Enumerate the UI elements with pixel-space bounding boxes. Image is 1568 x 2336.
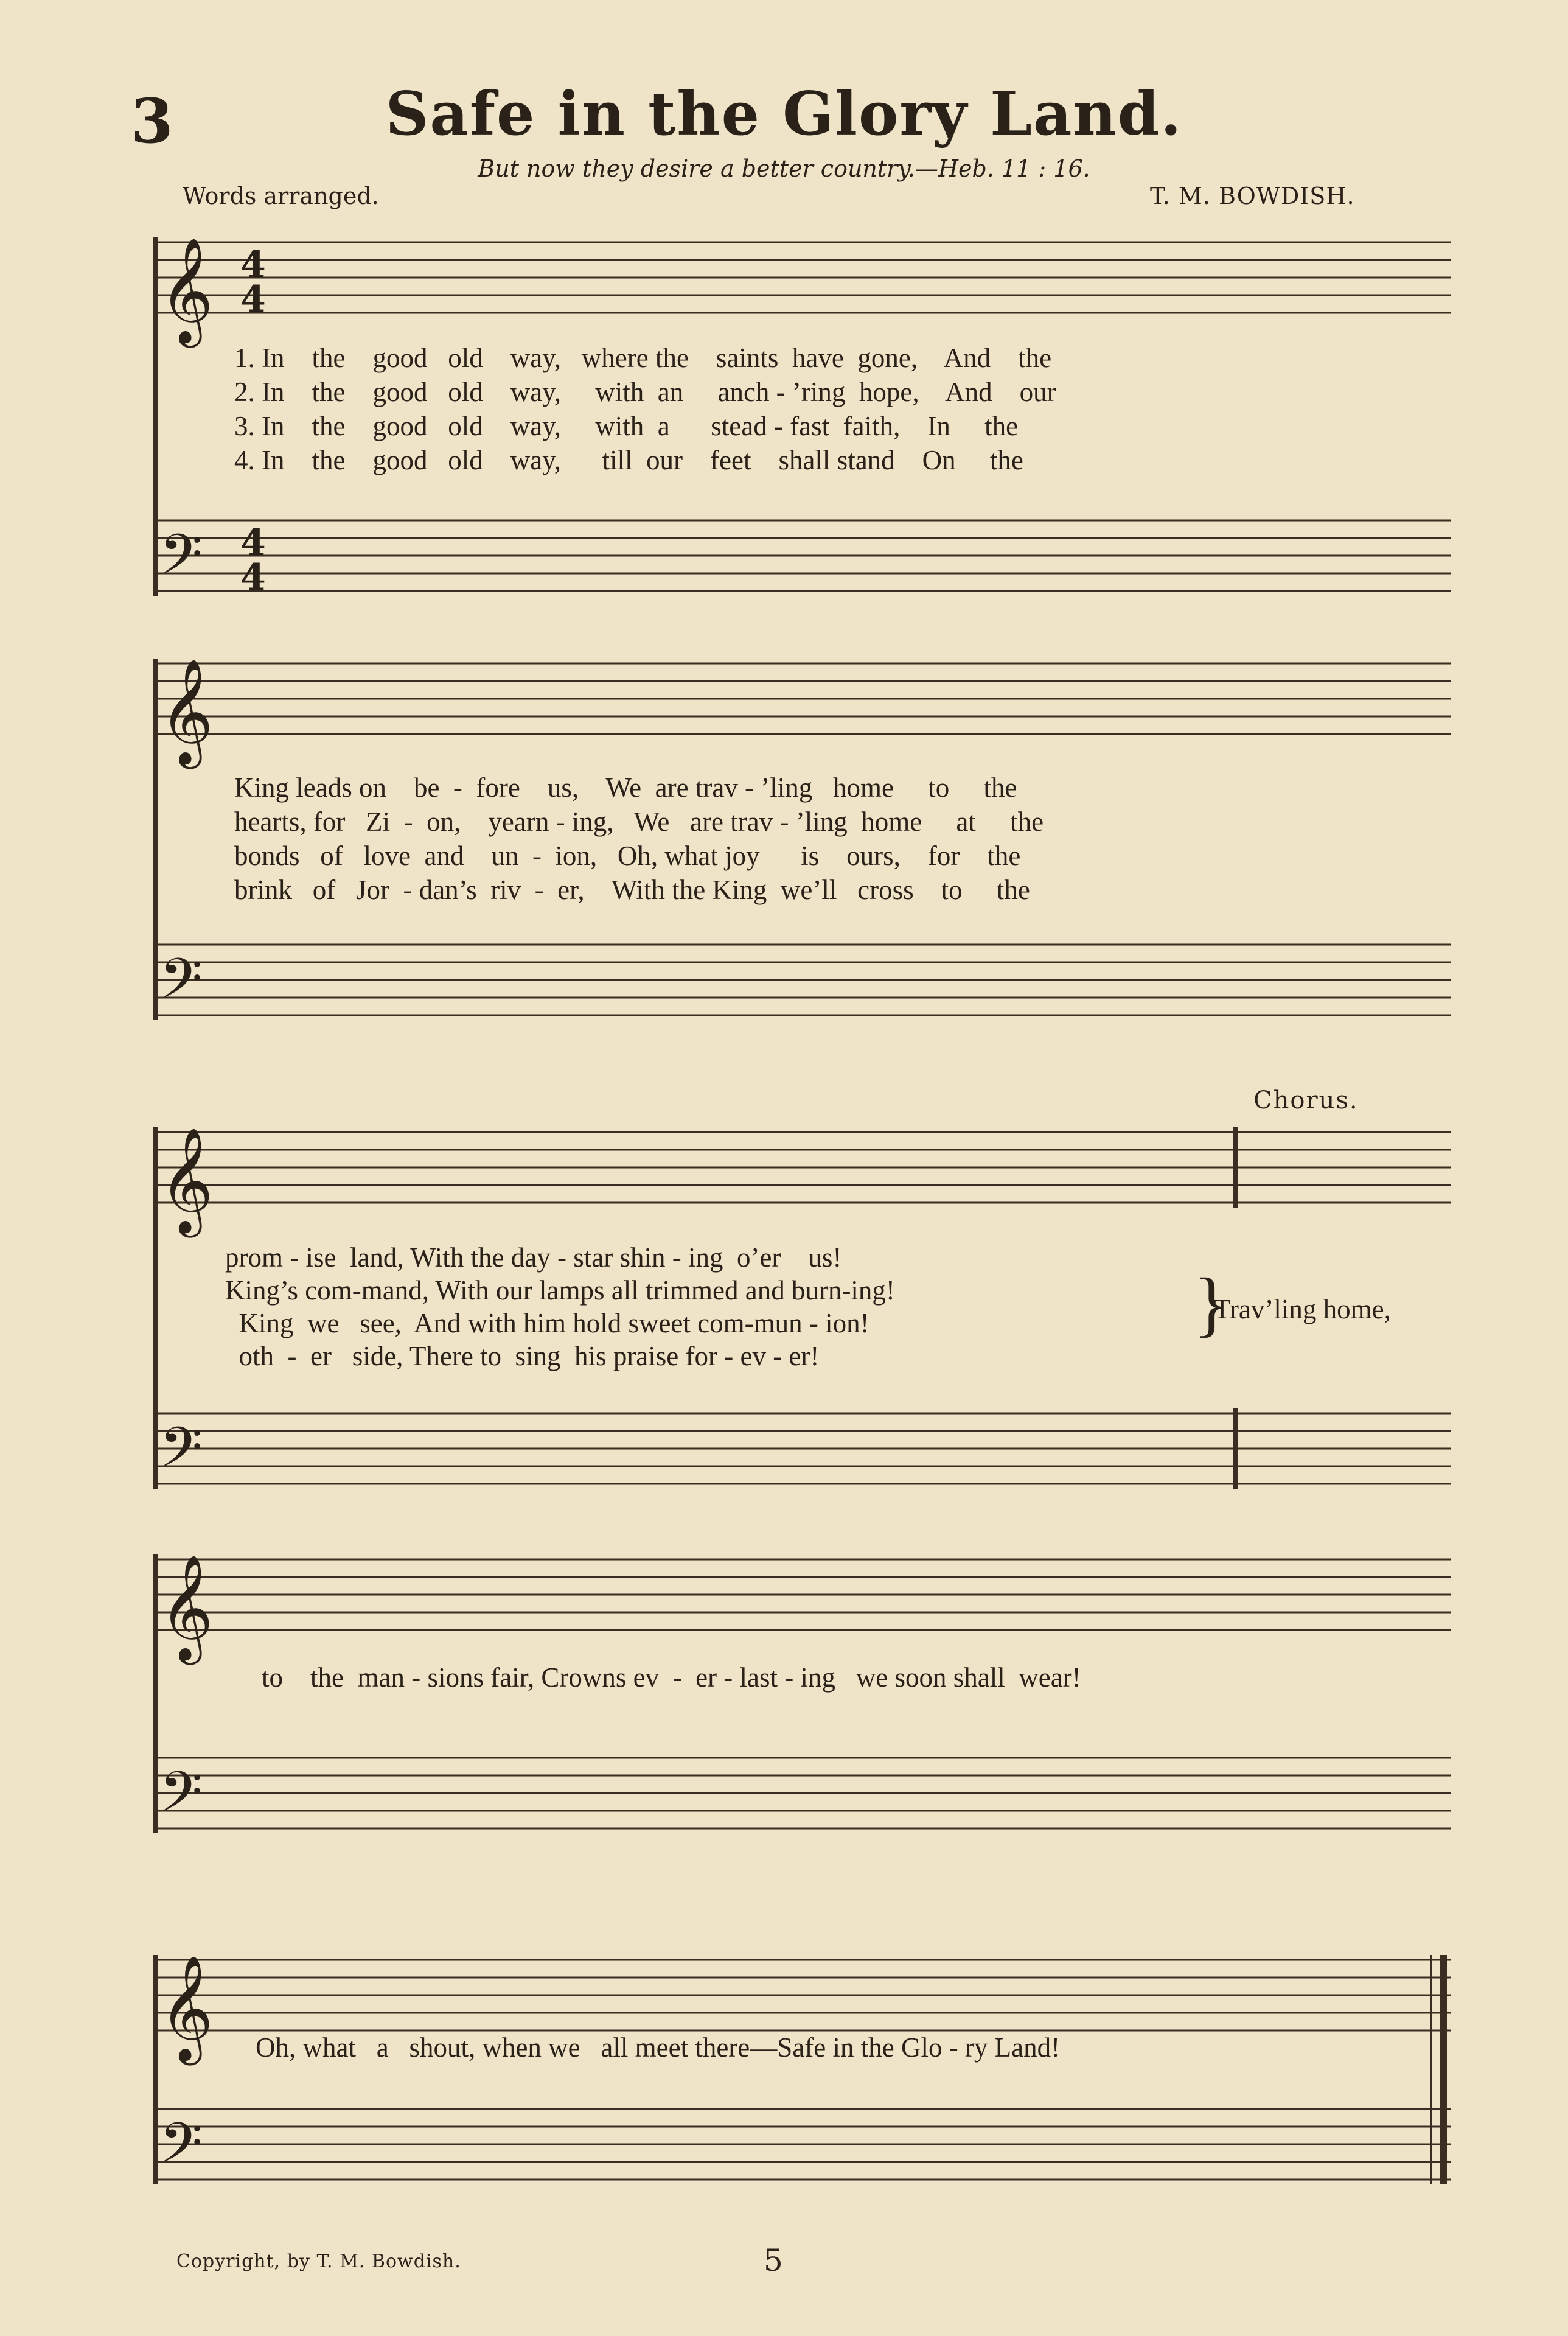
staff-system-5 [155,1955,1451,2189]
copyright-notice: Copyright, by T. M. Bowdish. [176,2251,461,2272]
page-number: 5 [764,2243,783,2278]
verse-line-3-system-1: 3. In the good old way, with a stead - fast faith, In the [234,411,1019,441]
treble-clef-icon: 𝄞 [159,659,214,764]
svg-text:4: 4 [240,556,266,599]
verse-line-4-system-2: brink of Jor - dan’s riv - er, With the King we’ll cross to the [234,875,1030,905]
treble-staff [155,242,1451,313]
bass-staff [155,520,1451,591]
verse-line-2-system-1: 2. In the good old way, with an anch - ’ring hope, And our [234,377,1056,407]
bass-clef-icon: 𝄢 [159,522,203,600]
verse-line-1-system-1: 1. In the good old way, where the saints have gone, And the [234,343,1052,373]
scripture-epigraph: But now they desire a better country.—Heb. 11 : 16. [478,155,1090,182]
svg-text:4: 4 [240,522,266,564]
staff-system-4 [155,1554,1451,1838]
verse-line-2-system-3: King’s com-mand, With our lamps all trimmed and burn-ing! [225,1275,895,1306]
treble-clef-icon: 𝄞 [159,1127,214,1233]
bass-clef-icon: 𝄢 [159,1760,203,1838]
verse-line-1-system-3: prom - ise land, With the day - star shin - ing o’er us! [225,1242,842,1273]
chorus-line-2: to the man - sions fair, Crowns ev - er - last - ing we soon shall wear! [262,1662,1081,1693]
verse-line-2-system-2: hearts, for Zi - on, yearn - ing, We are trav - ’ling home at the [234,806,1044,837]
chorus-label: Chorus. [1253,1086,1359,1114]
hymn-number: 3 [131,85,173,157]
chorus-line-1: Trav’ling home, [1214,1294,1391,1324]
verse-line-4-system-3: oth - er side, There to sing his praise for - ev - er! [225,1341,820,1371]
treble-clef-icon: 𝄞 [159,1554,214,1660]
verse-brace: } [1194,1263,1229,1344]
bass-clef-icon: 𝄢 [159,2111,203,2189]
verse-line-3-system-3: King we see, And with him hold sweet com-mun - ion! [225,1308,869,1338]
svg-text:4: 4 [240,243,266,286]
treble-clef-icon: 𝄞 [159,1955,214,2061]
bass-clef-icon: 𝄢 [159,1415,203,1493]
hymn-title: Safe in the Glory Land. [385,79,1183,149]
svg-text:4: 4 [240,278,266,321]
treble-clef-icon: 𝄞 [159,237,214,343]
words-credit: Words arranged. [183,183,379,209]
composer-credit: T. M. BOWDISH. [1150,183,1355,209]
verse-line-4-system-1: 4. In the good old way, till our feet shall stand On the [234,445,1023,475]
bass-clef-icon: 𝄢 [159,946,203,1024]
verse-line-3-system-2: bonds of love and un - ion, Oh, what joy is ours, for the [234,841,1021,871]
chorus-line-3: Oh, what a shout, when we all meet there—Safe in the Glo - ry Land! [256,2032,1061,2063]
verse-line-1-system-2: King leads on be - fore us, We are trav - ’ling home to the [234,772,1017,803]
